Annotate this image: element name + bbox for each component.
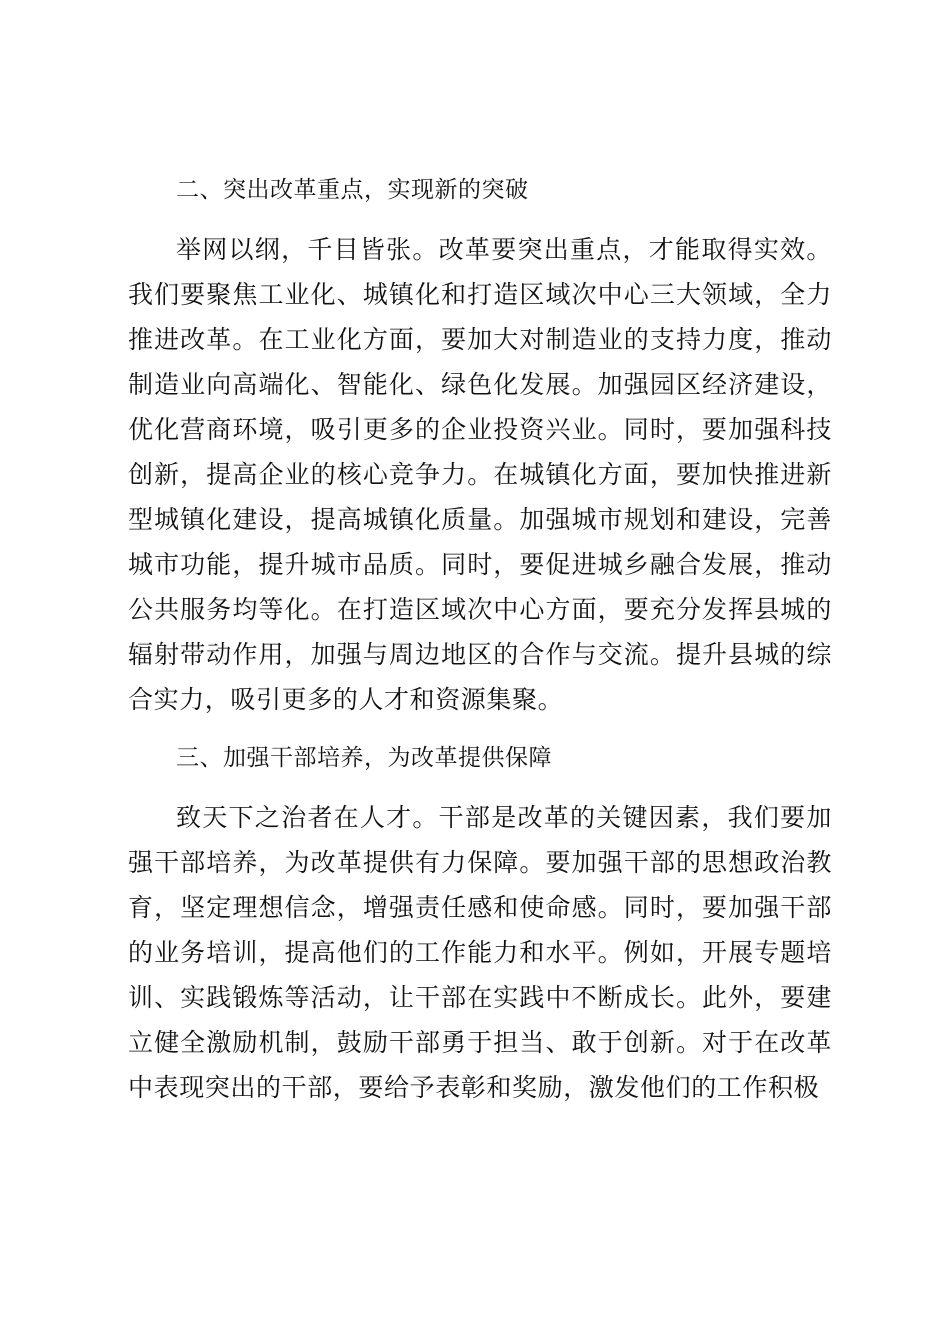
section-heading-2: 二、突出改革重点，实现新的突破 (176, 177, 529, 203)
section-heading-3: 三、加强干部培养，为改革提供保障 (176, 745, 552, 771)
document-body (128, 168, 832, 1110)
section-paragraph-3: 致天下之治者在人才。干部是改革的关键因素，我们要加强干部培养，为改革提供有力保障。要加强干部的思想政治教育，坚定理想信念，增强责任感和使命感。同时，要加强干部的业务培训，提高他们的工作能力和水平。例如，开展专题培训、实践锻炼等活动，让干部在实践中不断成长。此外，要建立健全激励机制，鼓励干部勇于担当、敢于创新。对于在改革中表现突出的干部，要给予表彰和奖励，激发他们的工作积极 (128, 803, 832, 1102)
section-paragraph-2: 举网以纲，千目皆张。改革要突出重点，才能取得实效。我们要聚焦工业化、城镇化和打造区域次中心三大领域，全力推进改革。在工业化方面，要加大对制造业的支持力度，推动制造业向高端化、智能化、绿色化发展。加强园区经济建设，优化营商环境，吸引更多的企业投资兴业。同时，要加强科技创新，提高企业的核心竞争力。在城镇化方面，要加快推进新型城镇化建设，提高城镇化质量。加强城市规划和建设，完善城市功能，提升城市品质。同时，要促进城乡融合发展，推动公共服务均等化。在打造区域次中心方面，要充分发挥县城的辐射带动作用，加强与周边地区的合作与交流。提升县城的综合实力，吸引更多的人才和资源集聚。 (128, 235, 832, 714)
